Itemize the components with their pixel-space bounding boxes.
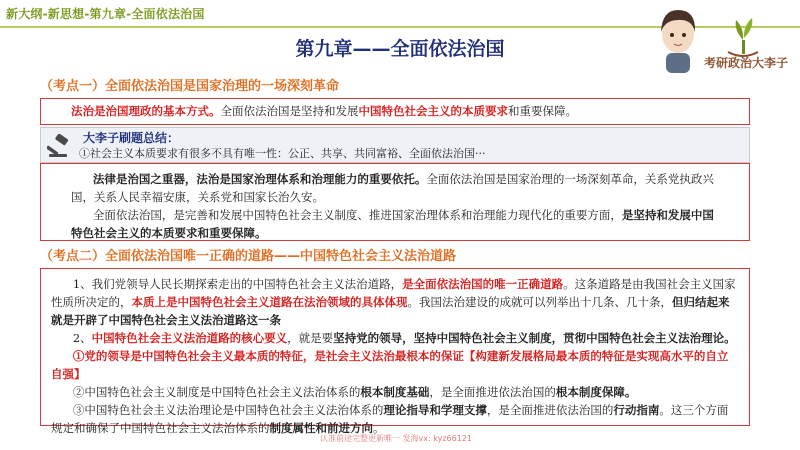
bold-text: 法律是治国之重器，法治是国家治理体系和治理能力的重要依托。 [92,172,427,186]
body-text: 。这三个方面规定和确保了中国特色社会主义法治体系的 [51,403,729,435]
key-point-box-2 [40,163,750,241]
gavel-icon [47,134,73,158]
breadcrumb: 新大纲-新思想-第九章-全面依法治国 [6,7,205,21]
paragraph [51,401,739,437]
section-heading-1: （考点一）全面依法治国是国家治理的一场深刻革命 [40,79,340,94]
body-text: 2、 [72,331,92,345]
section-heading-2: （考点二）全面依法治国唯一正确的道路——中国特色社会主义法治道路 [40,249,457,264]
body-text: 全面依法治国，是完善和发展中国特色社会主义制度、推进国家治理体系和治理能力现代化的重要方面， [92,208,622,222]
body-text: ③中国特色社会主义法治理论是中国特色社会主义法治体系的 [72,403,384,417]
bold-text: 根本制度保障。 [555,385,637,399]
bold-text: 行动指南 [613,403,660,417]
body-text: 。 [373,421,385,435]
logo-text: 考研政治大李子 [704,56,789,70]
body-text: 。我国法治建设的成就可以列举出十几条、几十条， [407,295,672,309]
body-text: ②中国特色社会主义制度是中国特色社会主义法治体系的 [72,385,361,399]
summary-title: 大李子刷题总结： [83,131,180,145]
paragraph [71,170,719,206]
paragraph [51,329,739,347]
body-text: 全面依法治国是国家治理的一场深刻革命，关系党执政兴国，关系人民幸福安康，关系党和国家长治久安。 [71,172,714,204]
paragraph [51,275,739,329]
body-text: 。这条道路是由我国社会主义国家性质所决定的， [51,277,736,309]
summary-text: ①社会主义本质要求有很多不具有唯一性：公正、共享、共同富裕、全面依法治国··· [79,147,486,160]
body-text: 和重要保障。 [508,104,577,118]
bold-text: 制度属性和前进方向 [269,421,373,435]
highlight-text: 中国特色社会主义法治道路的核心要义 [91,331,288,345]
paragraph [51,383,739,401]
key-point-box-3 [40,268,750,435]
bold-text: 但归结起来就是开辟了中国特色社会主义法治道路这一条 [51,295,730,327]
highlight-text: 中国特色社会主义的本质要求 [358,104,508,118]
highlight-text: 法治是治国理政的基本方式。 [71,104,221,118]
body-text: ，是全面推进依法治国的 [429,385,556,399]
page-title: 第九章——全面依法治国 [295,38,505,60]
watermark: 认准前途完整更新唯一 发海vx: kyz66121 [320,434,472,443]
body-text: 全面依法治国是坚持和发展 [220,104,359,118]
summary-box [40,127,750,163]
body-text: ，就是要 [287,331,334,345]
paragraph [51,347,739,383]
paragraph [71,206,719,242]
bold-text: 根本制度基础 [360,385,430,399]
highlight-text: 是全面依法治国的唯一正确道路 [402,277,564,291]
bold-text: 坚持党的领导，坚持中国特色社会主义制度，贯彻中国特色社会主义法治理论。 [333,331,736,345]
highlight-text: ①党的领导是中国特色社会主义最本质的特征，是社会主义法治最根本的保证【构建新发展格局最本质的特征是实现高水平的自立自强】 [51,349,729,381]
bold-text: 是坚持和发展中国特色社会主义的本质要求和重要保障。 [71,208,714,240]
key-point-box-1 [40,98,750,125]
highlight-text: 本质上是中国特色社会主义道路在法治领域的具体体现 [131,295,408,309]
body-text: 1、我们党领导人民长期探索走出的中国特色社会主义法治道路， [72,277,403,291]
body-text: ，是全面推进依法治国的 [486,403,614,417]
bold-text: 理论指导和学理支撑 [383,403,487,417]
